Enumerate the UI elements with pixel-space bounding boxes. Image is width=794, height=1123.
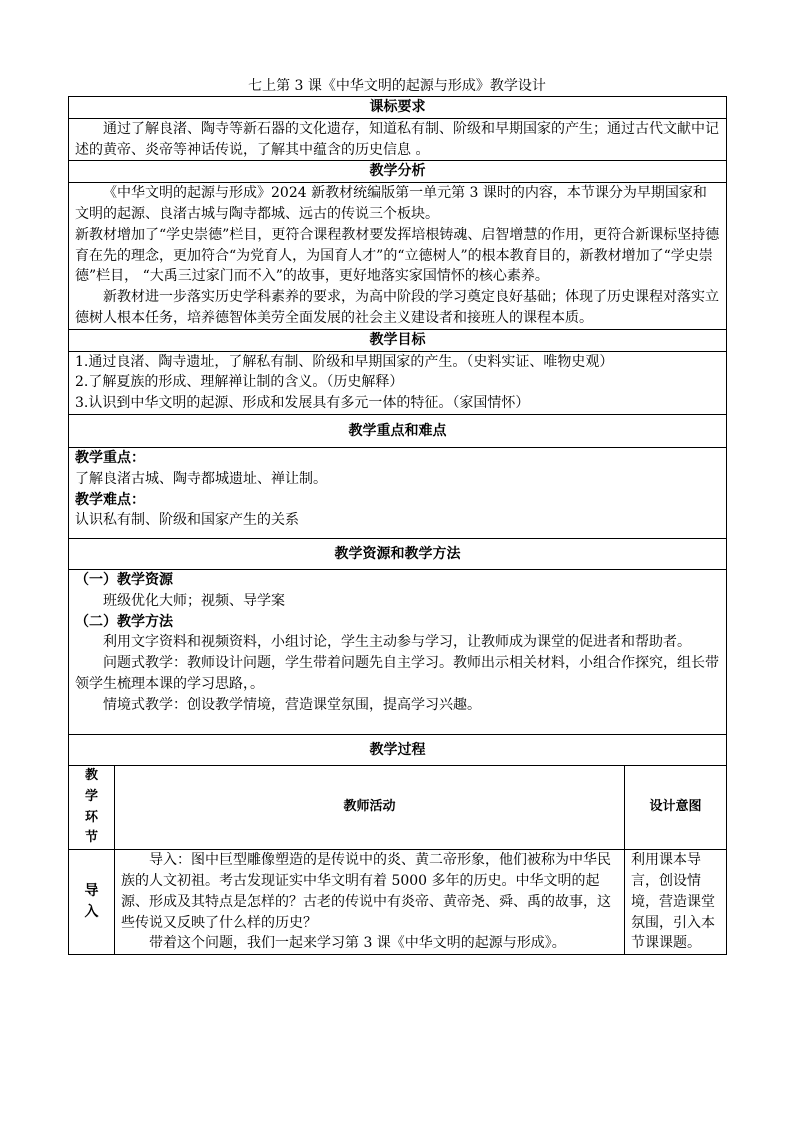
difficulty-text: 认识私有制、阶级和国家产生的关系 [75,512,299,529]
stage-header-char: 环 [84,809,98,825]
resources-label: （一）教学资源 [75,571,173,588]
activity-column-header: 教师活动 [115,765,625,849]
document-title: 七上第 3 课《中华文明的起源与形成》教学设计 [248,78,546,94]
methods-label: （二）教学方法 [75,613,173,630]
stage-header-char: 学 [84,788,98,804]
intent-text: 利用课本导言，创设情境，营造课堂氛围，引入本节课课题。 [631,852,715,952]
focus-text: 了解良渚古城、陶寺都城遗址、禅让制。 [75,470,327,487]
analysis-heading: 教学分析 [69,161,727,183]
difficulty-label: 教学难点： [75,491,145,508]
curriculum-heading: 课标要求 [69,97,727,119]
method-3: 情境式教学：创设教学情境，营造课堂氛围，提高学习兴趣。 [103,696,481,713]
intent-column-header: 设计意图 [625,765,727,849]
method-2: 问题式教学：教师设计问题，学生带着问题先自主学习。教师出示相关材料，小组合作探究，组长带领学生梳理本课的学习思路，。 [75,655,719,692]
stage-char: 导 [84,883,99,900]
stage-header-char: 节 [84,830,98,846]
key-points-heading: 教学重点和难点 [69,414,727,447]
goals-heading: 教学目标 [69,329,727,351]
resources-body [69,569,727,734]
analysis-paragraph-1: 《中华文明的起源与形成》2024 新教材统编版第一单元第 3 课时的内容，本节课分为早期国家和文明的起源、良渚古城与陶寺都城、远古的传说三个板块。 [75,185,707,222]
goal-item: 1.通过良渚、陶寺遗址，了解私有制、阶级和早期国家的产生。（史料实证、唯物史观） [75,353,614,370]
curriculum-text: 通过了解良渚、陶寺等新石器的文化遗存，知道私有制、阶级和早期国家的产生；通过古代文献中记述的黄帝、炎帝等神话传说，了解其中蕴含的历史信息 。 [75,120,719,158]
stage-header-char: 教 [84,767,98,783]
resources-heading: 教学资源和教学方法 [69,538,727,569]
focus-label: 教学重点： [75,449,145,466]
method-1: 利用文字资料和视频资料，小组讨论，学生主动参与学习，让教师成为课堂的促进者和帮助者。 [103,634,691,651]
stage-column-header [69,765,115,849]
stage-char: 入 [84,904,99,921]
curriculum-body [69,118,727,161]
lesson-plan-table [68,96,727,955]
activity-cell [115,850,625,955]
key-points-body [69,447,727,538]
analysis-paragraph-2: 新教材增加了“学史崇德”栏目，更符合课程教材要发挥培根铸魂、启智增慧的作用，更符合新课标坚持德育在先的理念，更加符合“为党育人，为国育人才”的“立德树人”的根本教育目的，新教材增加了“学史崇德”栏目， “大禹三过家门而不入”的故事，更好地落实家国情怀的核心素养。 [75,226,720,285]
analysis-paragraph-3: 新教材进一步落实历史学科素养的要求，为高中阶段的学习奠定良好基础；体现了历史课程对落实立德树人根本任务，培养德智体美劳全面发展的社会主义建设者和接班人的课程本质。 [75,289,719,326]
resources-text: 班级优化大师；视频、导学案 [103,592,285,609]
activity-paragraph-2: 带着这个问题，我们一起来学习第 3 课《中华文明的起源与形成》。 [149,935,566,952]
goal-item: 2.了解夏族的形成、理解禅让制的含义。（历史解释） [75,374,404,391]
process-row [69,850,727,955]
stage-cell [69,850,115,955]
activity-paragraph-1: 导入：图中巨型雕像塑造的是传说中的炎、黄二帝形象，他们被称为中华民族的人文初祖。考古发现证实中华文明有着 5000 多年的历史。中华文明的起源、形成及其特点是怎样的？古老的传说中有炎帝、黄帝尧、舜、禹的故事，这些传说又反映了什么样的历史？ [121,852,611,931]
analysis-body [69,183,727,330]
process-heading: 教学过程 [69,734,727,765]
goals-body [69,351,727,414]
intent-cell [625,850,727,955]
goal-item: 3.认识到中华文明的起源、形成和发展具有多元一体的特征。（家国情怀） [75,395,530,412]
